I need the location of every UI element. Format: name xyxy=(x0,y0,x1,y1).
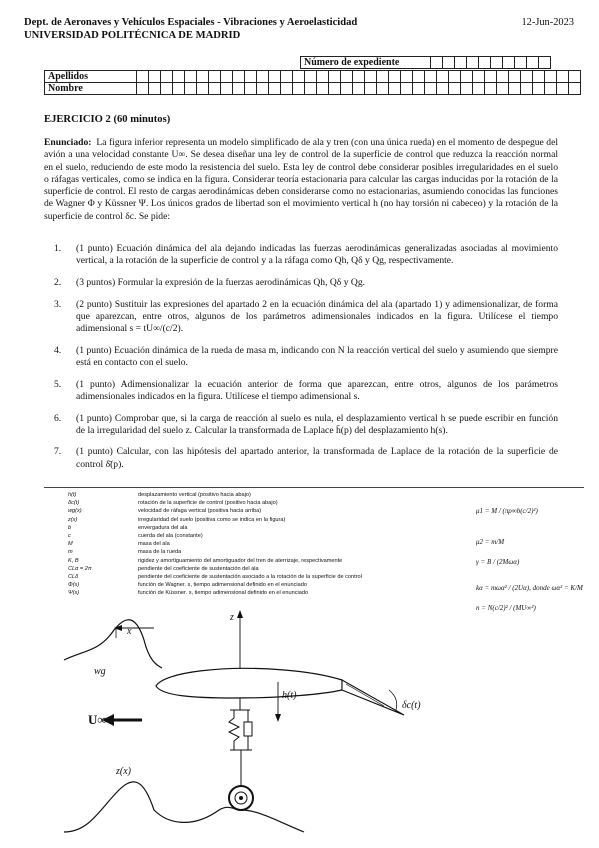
department-line: Dept. de Aeronaves y Vehículos Espaciales - Vibraciones y Aeroelasticidad xyxy=(24,17,358,28)
nombre-cell[interactable] xyxy=(233,83,245,95)
expediente-label: Número de expediente xyxy=(301,57,431,69)
symbol-row xyxy=(68,581,468,589)
nombre-cell[interactable] xyxy=(293,83,305,95)
nombre-cell[interactable] xyxy=(173,83,185,95)
apellidos-cell[interactable] xyxy=(137,71,149,83)
question-item xyxy=(44,243,558,267)
question-item xyxy=(44,345,558,369)
z-axis-label: z xyxy=(230,612,234,623)
nombre-cell[interactable] xyxy=(437,83,449,95)
name-grid xyxy=(44,70,581,95)
symbol-row xyxy=(68,516,468,524)
flap-chordline xyxy=(346,684,384,706)
question-number: 7. xyxy=(54,446,62,458)
symbol-name: K, B xyxy=(68,557,79,564)
symbol-name: Ψ(s) xyxy=(68,590,80,597)
nombre-cell[interactable] xyxy=(245,83,257,95)
ground-profile xyxy=(64,782,304,832)
symbol-row xyxy=(68,557,468,565)
nombre-cell[interactable] xyxy=(401,83,413,95)
apellidos-cell[interactable] xyxy=(197,71,209,83)
apellidos-cell[interactable] xyxy=(389,71,401,83)
symbol-description: cuerda del ala (constante) xyxy=(138,533,203,540)
enunciado xyxy=(44,137,558,223)
symbol-description: velocidad de ráfaga vertical (positiva hacia arriba) xyxy=(138,508,262,515)
symbol-row xyxy=(68,524,468,532)
symbol-name: z(x) xyxy=(68,516,78,523)
question-text: (3 puntos) Formular la expresión de la fuerzas aerodinámicas Qh, Qδ y Qg. xyxy=(76,276,366,288)
question-number: 6. xyxy=(54,412,62,424)
question-number: 1. xyxy=(54,243,62,254)
symbol-name: M xyxy=(68,541,73,548)
apellidos-cell[interactable] xyxy=(329,71,341,83)
question-list xyxy=(44,243,558,480)
nombre-cell[interactable] xyxy=(389,83,401,95)
nombre-cell[interactable] xyxy=(425,83,437,95)
question-number: 2. xyxy=(54,276,62,288)
question-number: 5. xyxy=(54,378,62,390)
symbol-name: δc(t) xyxy=(68,500,80,507)
apellidos-cell[interactable] xyxy=(533,71,545,83)
question-text: (1 punto) Adimensionalizar la ecuación anterior de forma que aparezcan, entre otros, algunos de los parámetros adimensionales indicados en la figura. Utilícese el tiempo adimensional s. xyxy=(76,378,558,402)
symbol-name: Φ(s) xyxy=(68,582,80,589)
parameter-formula: kα = mωα² / (2Uα), donde ωα² = K/M xyxy=(476,584,583,592)
symbol-description: masa del ala xyxy=(138,541,170,548)
parameter-formula: n = N(c/2)² / (MU∞²) xyxy=(476,604,536,612)
university-line: UNIVERSIDAD POLITÉCNICA DE MADRID xyxy=(24,30,241,41)
apellidos-cell[interactable] xyxy=(149,71,161,83)
symbol-row xyxy=(68,499,468,507)
ground-label: z(x) xyxy=(116,766,131,777)
apellidos-cell[interactable] xyxy=(521,71,533,83)
symbol-row xyxy=(68,589,468,597)
nombre-cell[interactable] xyxy=(533,83,545,95)
question-text: (2 punto) Sustituir las expresiones del apartado 2 en la ecuación dinámica del ala (apartado 1) y adimensionalizar, de forma que aparezcan, entre otros, algunos de los parámetros adimensionales indicados en la figura. Utilícese el tiempo adimensional s = tU∞/(c/2). xyxy=(76,298,558,335)
apellidos-cell[interactable] xyxy=(545,71,557,83)
symbol-description: desplazamiento vertical (positivo hacia abajo) xyxy=(138,492,251,498)
symbol-list xyxy=(68,491,468,598)
expediente-cell[interactable] xyxy=(467,57,479,69)
symbol-name: CLδ xyxy=(68,574,79,581)
apellidos-cell[interactable] xyxy=(401,71,413,83)
apellidos-cell[interactable] xyxy=(569,71,581,83)
apellidos-cell[interactable] xyxy=(461,71,473,83)
symbol-row xyxy=(68,565,468,573)
symbol-description: rigidez y amortiguamiento del amortiguador del tren de aterrizaje, respectivamente xyxy=(138,557,343,564)
apellidos-cell[interactable] xyxy=(221,71,233,83)
symbol-description: pendiente del coeficiente de sustentación del ala xyxy=(138,565,259,572)
question-text: (1 punto) Ecuación dinámica de la rueda de masa m, indicando con N la reacción vertical del suelo y asumiendo que siempre está en contacto con el suelo. xyxy=(76,344,558,368)
apellidos-cell[interactable] xyxy=(305,71,317,83)
question-item xyxy=(44,413,558,437)
nombre-cell[interactable] xyxy=(257,83,269,95)
apellidos-cell[interactable] xyxy=(413,71,425,83)
symbol-description: irregularidad del suelo (positiva como se indica en la figura) xyxy=(138,516,286,523)
nombre-cell[interactable] xyxy=(317,83,329,95)
apellidos-cell[interactable] xyxy=(281,71,293,83)
question-item xyxy=(44,299,558,336)
nombre-cell[interactable] xyxy=(569,83,581,95)
apellidos-cell[interactable] xyxy=(473,71,485,83)
page-header xyxy=(24,16,574,42)
wing-gear-figure xyxy=(44,610,424,846)
parameter-formula: μ2 = m/M xyxy=(476,538,505,546)
nombre-cell[interactable] xyxy=(269,83,281,95)
question-text: (1 punto) Ecuación dinámica del ala dejando indicadas las fuerzas aerodinámicas generalizadas asociadas al movimiento vertical, a la rotación de la superficie de control y a la ráfaga como Qh, Qδ y Qg, respectivamente. xyxy=(76,243,558,267)
expediente-cell[interactable] xyxy=(539,57,551,69)
nombre-cell[interactable] xyxy=(149,83,161,95)
delta-label: δc(t) xyxy=(402,700,421,711)
expediente-cell[interactable] xyxy=(479,57,491,69)
damper-body xyxy=(244,722,252,736)
nombre-label: Nombre xyxy=(45,83,137,95)
section-divider xyxy=(44,487,584,488)
apellidos-cell[interactable] xyxy=(449,71,461,83)
question-item xyxy=(44,446,558,470)
nombre-cell[interactable] xyxy=(377,83,389,95)
nombre-cell[interactable] xyxy=(497,83,509,95)
symbol-name: m xyxy=(68,549,73,556)
exercise-title: EJERCICIO 2 (60 minutos) xyxy=(44,114,171,125)
expediente-cell[interactable] xyxy=(431,57,443,69)
exam-date: 12-Jun-2023 xyxy=(521,17,574,28)
nombre-cell[interactable] xyxy=(449,83,461,95)
symbol-row xyxy=(68,540,468,548)
apellidos-cell[interactable] xyxy=(245,71,257,83)
parameter-formula: μ1 = M / (πρ∞b(c/2)²) xyxy=(476,507,538,515)
symbol-description: función de Küssner. s, tiempo adimensional definido en el enunciado xyxy=(138,590,309,597)
apellidos-cell[interactable] xyxy=(209,71,221,83)
parameter-formula: γ = B / (2Mωα) xyxy=(476,558,520,566)
symbol-description: masa de la rueda xyxy=(138,549,182,556)
nombre-cell[interactable] xyxy=(557,83,569,95)
nombre-cell[interactable] xyxy=(521,83,533,95)
nombre-cell[interactable] xyxy=(485,83,497,95)
question-text: (1 punto) Comprobar que, si la carga de reacción al suelo es nula, el desplazamiento vertical h se puede escribir en función de la irregularidad del suelo z. Calcular la transformada de Laplace h̄(p) del desplazamiento h(s). xyxy=(76,412,558,436)
nombre-cell[interactable] xyxy=(221,83,233,95)
apellidos-cell[interactable] xyxy=(437,71,449,83)
symbol-row xyxy=(68,507,468,515)
z-axis-arrow xyxy=(237,610,243,618)
symbol-description: función de Wagner. s, tiempo adimensional definido en el enunciado xyxy=(138,582,307,589)
question-number: 3. xyxy=(54,298,62,310)
enunciado-label: Enunciado: xyxy=(44,137,92,148)
airfoil xyxy=(156,668,342,698)
apellidos-cell[interactable] xyxy=(497,71,509,83)
question-item xyxy=(44,277,558,289)
symbol-description: envergadura del ala xyxy=(138,524,188,531)
apellidos-label: Apellidos xyxy=(45,71,137,83)
gust-curve xyxy=(64,620,162,668)
apellidos-cell[interactable] xyxy=(509,71,521,83)
symbol-name: b xyxy=(68,524,72,531)
apellidos-cell[interactable] xyxy=(365,71,377,83)
apellidos-cell[interactable] xyxy=(341,71,353,83)
nombre-cell[interactable] xyxy=(353,83,365,95)
symbol-row xyxy=(68,532,468,540)
apellidos-cell[interactable] xyxy=(293,71,305,83)
expediente-cell[interactable] xyxy=(455,57,467,69)
nombre-cell[interactable] xyxy=(413,83,425,95)
symbol-row xyxy=(68,491,468,499)
question-item xyxy=(44,379,558,403)
nombre-cell[interactable] xyxy=(281,83,293,95)
h-arrow-head xyxy=(275,714,281,722)
expediente-cell[interactable] xyxy=(443,57,455,69)
question-text: (1 punto) Calcular, con las hipótesis del apartado anterior, la transformada de Laplace de la rotación de la superficie de control δ̄(p). xyxy=(76,446,558,470)
nombre-cell[interactable] xyxy=(365,83,377,95)
apellidos-cell[interactable] xyxy=(317,71,329,83)
spring xyxy=(229,710,239,750)
velocity-label: U∞ xyxy=(88,712,107,727)
apellidos-cell[interactable] xyxy=(185,71,197,83)
expediente-grid xyxy=(300,56,551,69)
enunciado-text: La figura inferior representa un modelo simplificado de ala y tren (con una única rueda) en el momento de despegue del avión a una velocidad constante U∞. Se desea diseñar una ley de control de la superficie de control que reduzca la reacción normal en el suelo, reduciendo de este modo la resistencia del suelo. Esta ley de control debe considerar posibles irregularidades en el suelo o ráfagas verticales, como se indica en la figura. Considerar teoría estacionaria para calcular las cargas inducidas por la rotación de la superficie de control. El resto de cargas aerodinámicas deben considerarse como no estacionarias, asumiendo conocidas las funciones de Wagner Φ y Küssner Ψ. Los únicos grados de libertad son el movimiento vertical h (no hay torsión ni cabeceo) y la rotación de la superficie de control δc. Se pide: xyxy=(44,137,559,222)
apellidos-cell[interactable] xyxy=(557,71,569,83)
nombre-cell[interactable] xyxy=(185,83,197,95)
symbol-description: pendiente del coeficiente de sustentación asociado a la rotación de la superficie de control xyxy=(138,574,362,581)
nombre-cell[interactable] xyxy=(341,83,353,95)
nombre-cell[interactable] xyxy=(509,83,521,95)
nombre-cell[interactable] xyxy=(473,83,485,95)
symbol-name: c xyxy=(68,533,71,540)
expediente-cell[interactable] xyxy=(503,57,515,69)
apellidos-cell[interactable] xyxy=(377,71,389,83)
symbol-row xyxy=(68,573,468,581)
wheel-axle xyxy=(239,796,243,800)
apellidos-cell[interactable] xyxy=(161,71,173,83)
symbol-row xyxy=(68,548,468,556)
nombre-cell[interactable] xyxy=(545,83,557,95)
apellidos-cell[interactable] xyxy=(353,71,365,83)
expediente-cell[interactable] xyxy=(491,57,503,69)
symbol-name: CLα = 2π xyxy=(68,565,92,572)
gust-label: wg xyxy=(94,666,106,677)
nombre-cell[interactable] xyxy=(137,83,149,95)
h-label: h(t) xyxy=(282,690,297,701)
symbol-name: wg(x) xyxy=(68,508,82,515)
apellidos-cell[interactable] xyxy=(485,71,497,83)
nombre-cell[interactable] xyxy=(209,83,221,95)
symbol-name: h(t) xyxy=(68,492,77,498)
x-axis-label: x xyxy=(127,626,132,637)
nombre-cell[interactable] xyxy=(197,83,209,95)
apellidos-cell[interactable] xyxy=(425,71,437,83)
expediente-cell[interactable] xyxy=(515,57,527,69)
expediente-cell[interactable] xyxy=(527,57,539,69)
nombre-cell[interactable] xyxy=(305,83,317,95)
question-number: 4. xyxy=(54,344,62,356)
apellidos-cell[interactable] xyxy=(269,71,281,83)
apellidos-cell[interactable] xyxy=(257,71,269,83)
nombre-cell[interactable] xyxy=(329,83,341,95)
apellidos-cell[interactable] xyxy=(233,71,245,83)
nombre-cell[interactable] xyxy=(461,83,473,95)
nombre-cell[interactable] xyxy=(161,83,173,95)
symbol-description: rotación de la superficie de control (positivo hacia abajo) xyxy=(138,500,278,507)
apellidos-cell[interactable] xyxy=(173,71,185,83)
